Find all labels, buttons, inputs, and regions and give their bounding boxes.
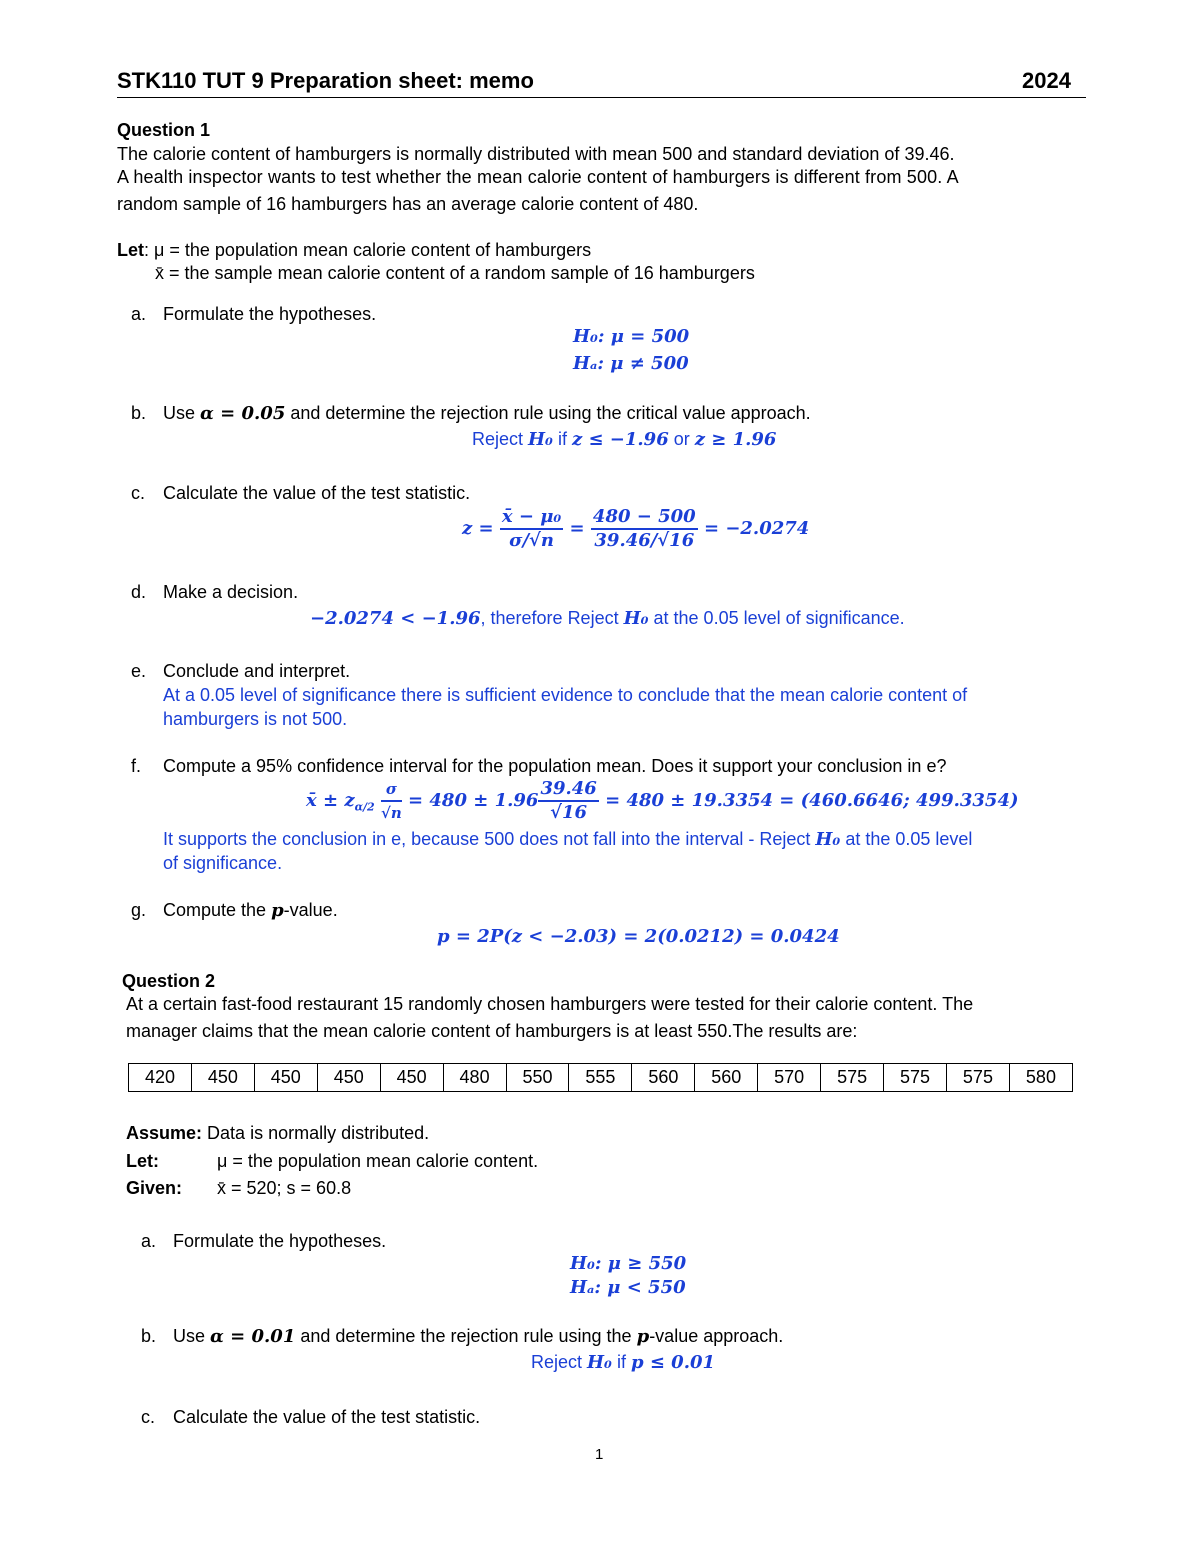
q1f-ci-lhs: x̄ ± z bbox=[306, 790, 355, 811]
q2-data-table bbox=[128, 1063, 1073, 1092]
q1c-frac2-den bbox=[591, 530, 698, 552]
data-cell: 570 bbox=[758, 1064, 821, 1092]
q1f-answer-line2: of significance. bbox=[163, 853, 283, 873]
q2b-text-post: -value approach. bbox=[649, 1326, 784, 1346]
data-cell: 550 bbox=[506, 1064, 569, 1092]
q1f-frac2 bbox=[538, 778, 598, 824]
q1a-question: Formulate the hypotheses. bbox=[163, 304, 377, 324]
q1-let-xbar: x̄ = the sample mean calorie content of a random sample of 16 hamburgers bbox=[155, 263, 755, 283]
data-cell: 575 bbox=[884, 1064, 947, 1092]
q1f-ans-post: at the 0.05 level bbox=[845, 829, 973, 849]
data-cell: 560 bbox=[632, 1064, 695, 1092]
data-cell: 555 bbox=[569, 1064, 632, 1092]
q1c-question: Calculate the value of the test statistic. bbox=[163, 483, 471, 503]
q1e-answer-line2: hamburgers is not 500. bbox=[163, 709, 348, 729]
data-cell: 450 bbox=[380, 1064, 443, 1092]
q1-intro-line1: The calorie content of hamburgers is normally distributed with mean 500 and standard deviation of 39.46. bbox=[117, 144, 955, 164]
q1a-null-hypothesis: H₀: μ = 500 bbox=[573, 326, 690, 347]
q1f-answer-line1 bbox=[163, 828, 972, 851]
q2-intro-line2: manager claims that the mean calorie content of hamburgers is at least 550.The results are: bbox=[126, 1021, 858, 1041]
document-title: STK110 TUT 9 Preparation sheet: memo bbox=[117, 68, 534, 93]
q1b-alpha: α = 0.05 bbox=[200, 403, 286, 424]
q1d-answer bbox=[310, 607, 905, 630]
data-cell: 580 bbox=[1009, 1064, 1072, 1092]
q1f-marker: f. bbox=[131, 756, 142, 776]
q2b-text-mid: and determine the rejection rule using the bbox=[300, 1326, 632, 1346]
q1b-ans-or: or bbox=[673, 429, 690, 449]
q1c-z: z = bbox=[462, 518, 494, 539]
q2b-ans-if: if bbox=[616, 1352, 626, 1372]
q1-let: Let: μ = the population mean calorie content of hamburgers bbox=[117, 240, 592, 260]
data-cell: 560 bbox=[695, 1064, 758, 1092]
q2-let-text: μ = the population mean calorie content. bbox=[217, 1151, 539, 1171]
q2-data-row bbox=[129, 1064, 1073, 1092]
q1b-ans-cond1: z ≤ −1.96 bbox=[571, 429, 669, 450]
q1-let-label: Let bbox=[117, 240, 144, 260]
q2-given-label: Given: bbox=[126, 1178, 183, 1198]
data-cell: 450 bbox=[254, 1064, 317, 1092]
q2a-marker: a. bbox=[141, 1231, 157, 1251]
q1a-marker: a. bbox=[131, 304, 147, 324]
q2b-question bbox=[173, 1325, 783, 1348]
q1e-answer-line1: At a 0.05 level of significance there is sufficient evidence to conclude that the mean calorie content of bbox=[163, 685, 968, 705]
q1e-marker: e. bbox=[131, 661, 147, 681]
q1-intro-line3: random sample of 16 hamburgers has an average calorie content of 480. bbox=[117, 194, 699, 214]
q2a-alt-hypothesis: Hₐ: μ < 550 bbox=[570, 1277, 686, 1298]
q1g-marker: g. bbox=[131, 900, 147, 920]
q1d-ans-math: −2.0274 < −1.96 bbox=[310, 608, 481, 629]
q1e-question: Conclude and interpret. bbox=[163, 661, 351, 681]
q2-assume bbox=[126, 1122, 429, 1144]
q2c-question: Calculate the value of the test statistic. bbox=[173, 1407, 481, 1427]
q1c-sqrt16: /√16 bbox=[650, 530, 695, 551]
q1f-frac1-num: σ bbox=[381, 778, 402, 802]
q1b-answer bbox=[472, 428, 776, 451]
q2-heading: Question 2 bbox=[122, 971, 216, 991]
q1f-ci-rest: = 480 ± 19.3354 = (460.6646; 499.3354) bbox=[605, 790, 1019, 811]
q1c-marker: c. bbox=[131, 483, 146, 503]
q1b-ans-if: if bbox=[557, 429, 567, 449]
q1-let-mu: μ = the population mean calorie content of hamburgers bbox=[154, 240, 592, 260]
q1-intro-line2: A health inspector wants to test whether the mean calorie content of hamburgers is different from 500. A bbox=[117, 167, 959, 187]
q2b-ans-cond: p ≤ 0.01 bbox=[630, 1352, 716, 1373]
data-cell: 575 bbox=[821, 1064, 884, 1092]
q2b-marker: b. bbox=[141, 1326, 157, 1346]
q1c-eq: = bbox=[569, 518, 585, 539]
q1c-frac2 bbox=[591, 506, 698, 552]
q1f-frac2-den: √16 bbox=[550, 802, 588, 823]
q1f-frac2-num: 39.46 bbox=[538, 778, 598, 802]
data-cell: 480 bbox=[443, 1064, 506, 1092]
q1c-frac2-num: 480 − 500 bbox=[591, 506, 698, 530]
data-cell: 450 bbox=[317, 1064, 380, 1092]
q1f-ci-sub: α/2 bbox=[354, 800, 375, 814]
data-cell: 420 bbox=[129, 1064, 192, 1092]
q1f-frac1-den: √n bbox=[381, 804, 402, 822]
q1f-ci-eq1: = 480 ± 1.96 bbox=[408, 790, 539, 811]
q2-let-label: Let: bbox=[126, 1151, 159, 1171]
q1d-marker: d. bbox=[131, 582, 147, 602]
q1b-ans-cond2: z ≥ 1.96 bbox=[694, 429, 777, 450]
q1d-ans-tail: at the 0.05 level of significance. bbox=[653, 608, 905, 628]
q1f-ans-h0: H₀ bbox=[815, 829, 841, 850]
q1f-ci-formula bbox=[306, 778, 1018, 824]
q1c-sigma: σ bbox=[509, 530, 523, 551]
q2b-ans-h0: H₀ bbox=[587, 1352, 612, 1373]
q1f-frac1 bbox=[381, 778, 402, 824]
q2a-null-hypothesis: H₀: μ ≥ 550 bbox=[570, 1253, 687, 1274]
q1f-ans-pre: It supports the conclusion in e, because 500 does not fall into the interval - Reject bbox=[163, 829, 811, 849]
q1c-formula bbox=[462, 506, 809, 552]
q1g-text-post: -value. bbox=[283, 900, 338, 920]
q1a-alt-hypothesis: Hₐ: μ ≠ 500 bbox=[573, 353, 689, 374]
q1g-answer: p = 2P(z < −2.03) = 2(0.0212) = 0.0424 bbox=[437, 926, 840, 947]
q2b-text-pre: Use bbox=[173, 1326, 206, 1346]
q1b-text-pre: Use bbox=[163, 403, 196, 423]
q1b-text-post: and determine the rejection rule using the critical value approach. bbox=[290, 403, 811, 423]
q2-assume-text: Data is normally distributed. bbox=[207, 1123, 430, 1143]
page-number: 1 bbox=[595, 1446, 604, 1463]
q2b-alpha: α = 0.01 bbox=[210, 1326, 296, 1347]
q2-given-text: x̄ = 520; s = 60.8 bbox=[217, 1178, 352, 1198]
header-rule bbox=[117, 97, 1086, 98]
q2b-answer bbox=[531, 1351, 715, 1374]
data-cell: 575 bbox=[946, 1064, 1009, 1092]
q1c-frac1-den bbox=[500, 530, 563, 552]
q1c-sd: 39.46 bbox=[594, 530, 651, 551]
q1c-sqrtn: /√n bbox=[522, 530, 554, 551]
q1c-result: = −2.0274 bbox=[703, 518, 810, 539]
q2-intro-line1: At a certain fast-food restaurant 15 randomly chosen hamburgers were tested for their calorie content. The bbox=[126, 994, 974, 1014]
q1d-ans-h0: H₀ bbox=[623, 608, 649, 629]
q1c-frac1-num: x̄ − μ₀ bbox=[500, 506, 563, 530]
q1g-question bbox=[163, 899, 338, 922]
q1-heading: Question 1 bbox=[117, 120, 211, 140]
q2a-question: Formulate the hypotheses. bbox=[173, 1231, 387, 1251]
q1f-question: Compute a 95% confidence interval for the population mean. Does it support your conclusion in e? bbox=[163, 756, 947, 776]
document-year: 2024 bbox=[1022, 68, 1071, 93]
data-cell: 450 bbox=[191, 1064, 254, 1092]
q1d-question: Make a decision. bbox=[163, 582, 299, 602]
q1b-marker: b. bbox=[131, 403, 147, 423]
q2b-p: p bbox=[636, 1326, 650, 1347]
q1b-ans-pre: Reject bbox=[472, 429, 524, 449]
q2b-ans-pre: Reject bbox=[531, 1352, 583, 1372]
q1b-question bbox=[163, 402, 811, 425]
q1c-frac1 bbox=[500, 506, 563, 552]
q2-assume-label: Assume: bbox=[126, 1123, 203, 1143]
q1b-ans-h0: H₀ bbox=[528, 429, 553, 450]
q1d-ans-text: , therefore Reject bbox=[480, 608, 619, 628]
q2c-marker: c. bbox=[141, 1407, 156, 1427]
q1g-p: p bbox=[271, 900, 284, 921]
q1g-text-pre: Compute the bbox=[163, 900, 267, 920]
